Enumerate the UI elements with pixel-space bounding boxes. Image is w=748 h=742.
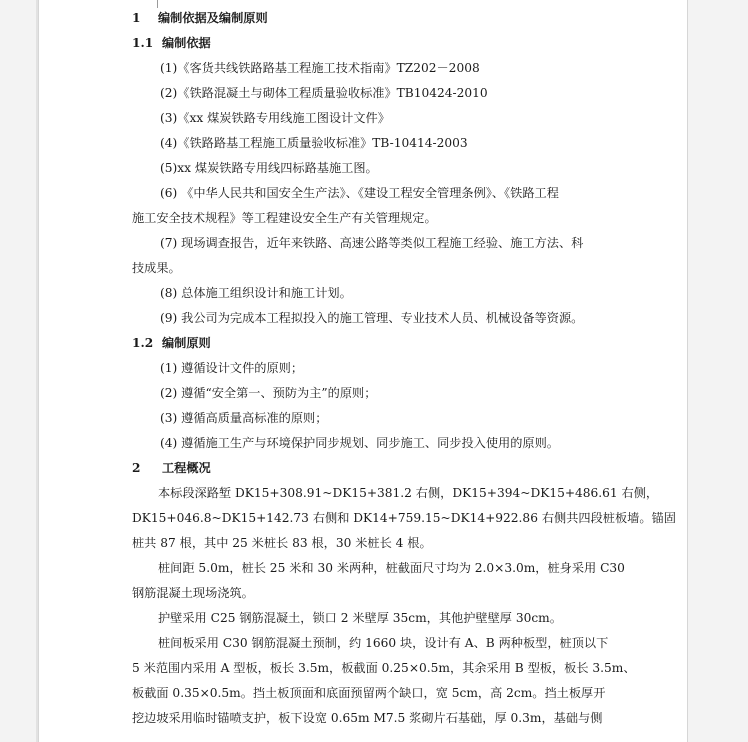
list-item: (4) 遵循施工生产与环境保护同步规划、同步施工、同步投入使用的原则。 [160, 436, 559, 450]
heading-title: 编制依据及编制原则 [158, 11, 268, 25]
paragraph-line: DK15+046.8~DK15+142.73 右侧和 DK14+759.15~DK14+922.86 右侧共四段桩板墙。锚固 [132, 511, 676, 525]
heading-number: 1.1 [132, 36, 154, 50]
paragraph-line: 5 米范围内采用 A 型板，板长 3.5m，板截面 0.25×0.5m，其余采用 B 型板，板长 3.5m、 [132, 661, 636, 675]
paragraph-line: 桩间板采用 C30 钢筋混凝土预制，约 1660 块，设计有 A、B 两种板型，桩顶以下 [158, 636, 609, 650]
heading-section-1-2 [132, 331, 606, 356]
list-item-7-line-2: 技成果。 [132, 261, 181, 275]
list-item-6-line-1: (6) 《中华人民共和国安全生产法》、《建设工程安全管理条例》、《铁路工程 [160, 186, 559, 200]
paragraph-line: 本标段深路堑 DK15+308.91~DK15+381.2 右侧，DK15+394~DK15+486.61 右侧， [158, 486, 659, 500]
heading-number: 1 [132, 11, 141, 25]
paragraph-line: 钢筋混凝土现场浇筑。 [132, 586, 254, 600]
paragraph-line: 挖边坡采用临时锚喷支护，板下设宽 0.65m M7.5 浆砌片石基础，厚 0.3m，基础与侧 [132, 711, 603, 725]
heading-title: 工程概况 [162, 461, 211, 475]
heading-number: 1.2 [132, 336, 154, 350]
list-item: (5)xx 煤炭铁路专用线四标路基施工图。 [160, 161, 378, 175]
list-item-9: (9) 我公司为完成本工程拟投入的施工管理、专业技术人员、机械设备等资源。 [160, 311, 584, 325]
list-item: (2)《铁路混凝土与砌体工程质量验收标准》TB10424-2010 [160, 86, 488, 100]
list-item: (2) 遵循“安全第一、预防为主”的原则； [160, 386, 377, 400]
paragraph-line: 板截面 0.35×0.5m。挡土板顶面和底面预留两个缺口，宽 5cm，高 2cm。挡土板厚开 [132, 686, 606, 700]
paragraph-line: 桩共 87 根，其中 25 米桩长 83 根，30 米桩长 4 根。 [132, 536, 432, 550]
list-item: (4)《铁路路基工程施工质量验收标准》TB-10414-2003 [160, 136, 468, 150]
list-item: (1)《客货共线铁路路基工程施工技术指南》TZ202－2008 [160, 61, 480, 75]
list-item-7-line-1: (7) 现场调查报告，近年来铁路、高速公路等类似工程施工经验、施工方法、科 [160, 236, 584, 250]
list-item-6-line-2: 施工安全技术规程》等工程建设安全生产有关管理规定。 [132, 211, 437, 225]
heading-section-2 [132, 456, 606, 481]
list-item: (3) 遵循高质量高标准的原则； [160, 411, 328, 425]
list-item: (3)《xx 煤炭铁路专用线施工图设计文件》 [160, 111, 390, 125]
heading-title: 编制依据 [162, 36, 211, 50]
document-body [132, 6, 676, 731]
list-item-8: (8) 总体施工组织设计和施工计划。 [160, 286, 352, 300]
list-item: (1) 遵循设计文件的原则； [160, 361, 304, 375]
heading-title: 编制原则 [162, 336, 211, 350]
heading-section-1 [132, 6, 606, 31]
paragraph-line: 桩间距 5.0m，桩长 25 米和 30 米两种，桩截面尺寸均为 2.0×3.0m，桩身采用 C30 [158, 561, 625, 575]
paragraph-line: 护壁采用 C25 钢筋混凝土，锁口 2 米壁厚 35cm，其他护壁壁厚 30cm。 [158, 611, 562, 625]
heading-number: 2 [132, 461, 141, 475]
heading-section-1-1 [132, 31, 606, 56]
